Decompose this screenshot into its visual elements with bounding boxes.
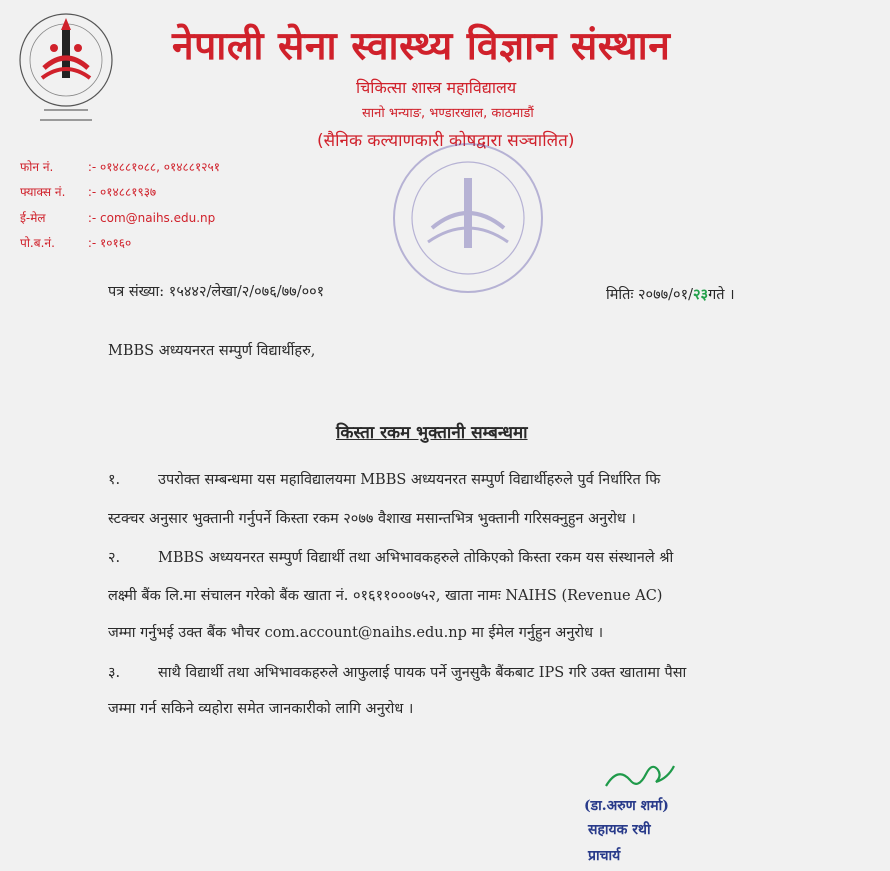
- contact-label: ई-मेल: [20, 211, 46, 225]
- signatory-rank: सहायक रथी: [588, 822, 651, 838]
- contact-email: [20, 209, 215, 226]
- paragraph-line: उपरोक्त सम्बन्धमा यस महाविद्यालयमा MBBS अध्ययनरत सम्पुर्ण विद्यार्थीहरुले पुर्व निर्धारित फि: [158, 472, 661, 488]
- operated-by-line: (सैनिक कल्याणकारी कोषद्वारा सञ्चालित): [317, 131, 575, 151]
- paragraph-number: १.: [108, 472, 121, 488]
- contact-label: फ्याक्स नं.: [20, 185, 66, 199]
- institution-logo: [14, 8, 118, 126]
- recipient-line: MBBS अध्ययनरत सम्पुर्ण विद्यार्थीहरु,: [108, 343, 316, 359]
- contact-fax: [20, 183, 156, 200]
- contact-value: :- ०१४८८१९३७: [87, 185, 157, 199]
- date-day: २३: [693, 286, 709, 303]
- address-line: सानो भन्याङ, भण्डारखाल, काठमाडौं: [362, 106, 534, 121]
- date-suffix: गते ।: [708, 287, 735, 303]
- signatory-name: (डा.अरुण शर्मा): [584, 798, 669, 814]
- paragraph-number: ३.: [108, 665, 121, 681]
- paragraph-line: जम्मा गर्नुभई उक्त बैंक भौचर com.account@naihs.edu.np मा ईमेल गर्नुहुन अनुरोध ।: [108, 625, 604, 641]
- paragraph-line: लक्ष्मी बैंक लि.मा संचालन गरेको बैंक खाता नं. ०१६११०००७५२, खाता नामः NAIHS (Revenue AC): [108, 588, 663, 604]
- paragraph-line: जम्मा गर्न सकिने व्यहोरा समेत जानकारीको लागि अनुरोध ।: [108, 701, 414, 717]
- paragraph-line: MBBS अध्ययनरत सम्पुर्ण विद्यार्थी तथा अभिभावकहरुले तोकिएको किस्ता रकम यस संस्थानले श्री: [158, 550, 674, 566]
- contact-value: :- ०१४८८१०८८, ०१४८८१२५१: [87, 160, 220, 174]
- signatory-role: प्राचार्य: [588, 848, 621, 864]
- paragraph-line: स्टक्चर अनुसार भुक्तानी गर्नुपर्ने किस्ता रकम २०७७ वैशाख मसान्तभित्र भुक्तानी गरिसक्नुहुन अनुरोध ।: [108, 511, 636, 527]
- paragraph-number: २.: [108, 550, 121, 566]
- college-name: चिकित्सा शास्त्र महाविद्यालय: [356, 78, 517, 97]
- organization-name: नेपाली सेना स्वास्थ्य विज्ञान संस्थान: [172, 24, 671, 69]
- reference-number: पत्र संख्या: १५४४२/लेखा/२/०७६/७७/००१: [108, 284, 325, 300]
- contact-value: :- १०१६०: [87, 236, 132, 250]
- contact-phone: [20, 158, 220, 175]
- handwritten-signature: [598, 756, 678, 796]
- date-prefix: मितिः २०७७/०१/: [606, 287, 693, 303]
- watermark-seal: [388, 138, 548, 298]
- subject-heading: किस्ता रकम भुक्तानी सम्बन्धमा: [336, 423, 528, 443]
- paragraph-line: साथै विद्यार्थी तथा अभिभावकहरुले आफुलाई पायक पर्ने जुनसुकै बैंकबाट IPS गरि उक्त खातामा पैसा: [158, 665, 687, 681]
- contact-pobox: [20, 234, 131, 251]
- letter-date: [606, 284, 735, 304]
- contact-label: फोन नं.: [20, 160, 54, 174]
- contact-value: :- com@naihs.edu.np: [87, 211, 216, 225]
- contact-label: पो.ब.नं.: [20, 236, 55, 250]
